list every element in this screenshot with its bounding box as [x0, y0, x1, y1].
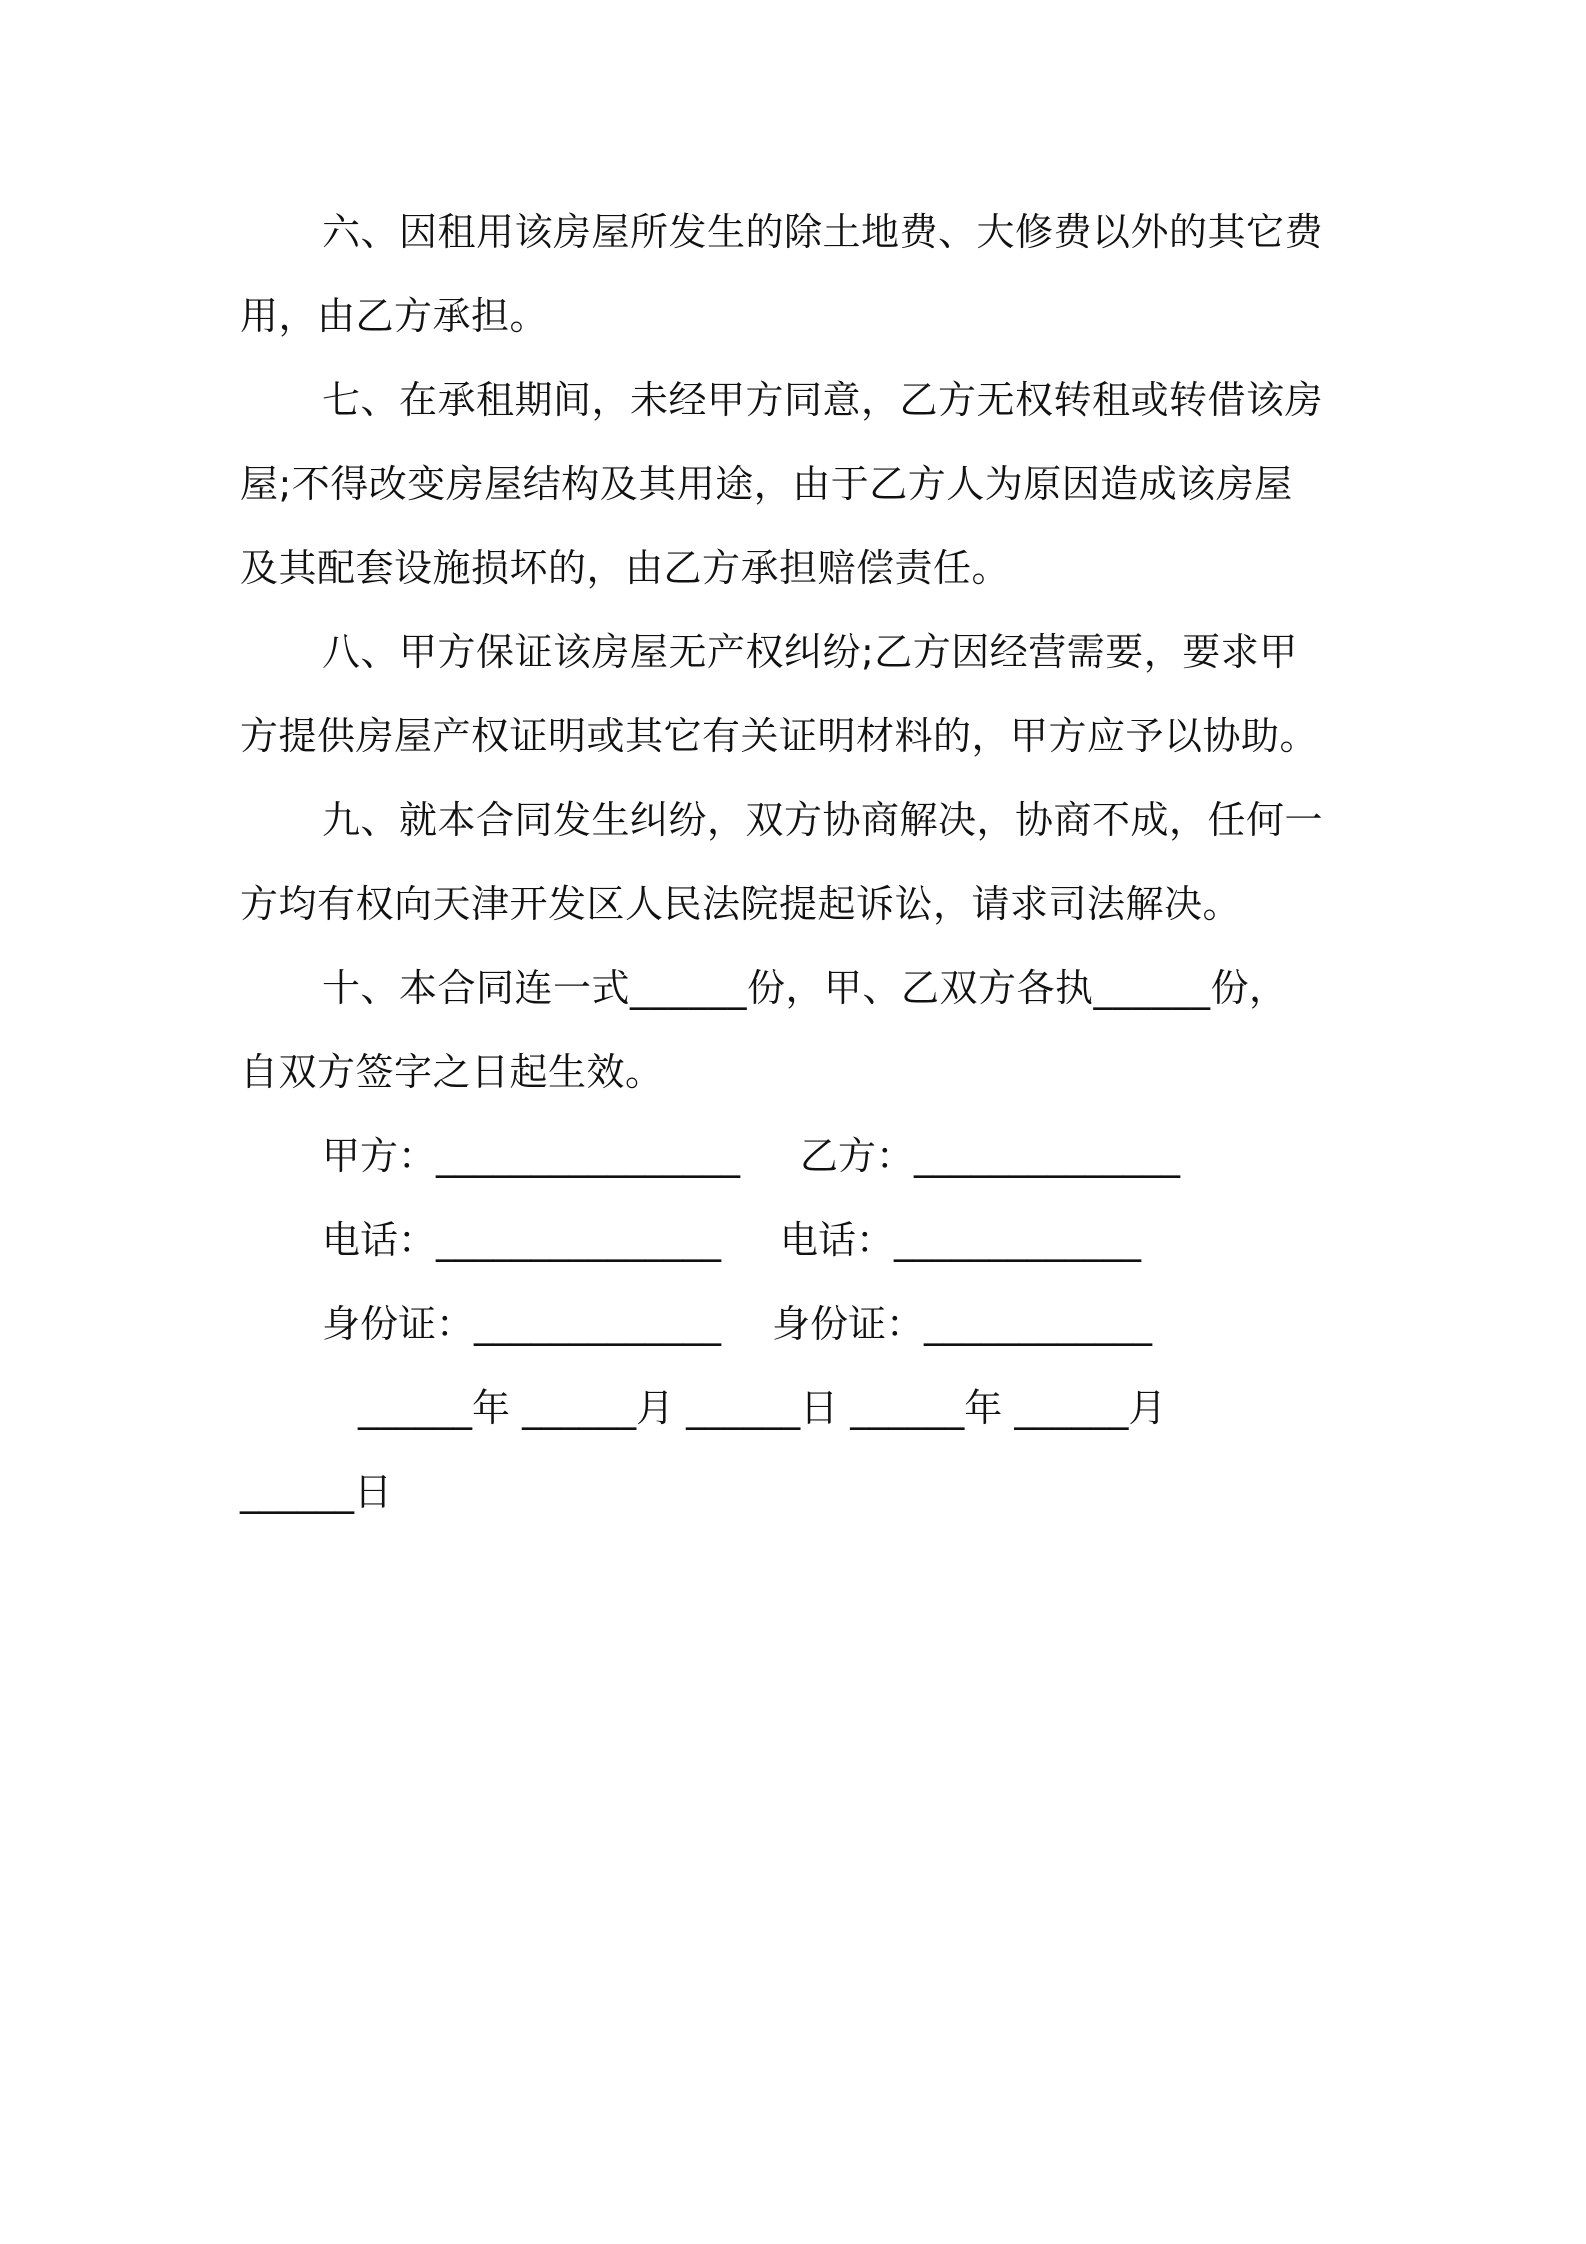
phone-b-field: 电话：_____________: [780, 1218, 1142, 1262]
clause-8-line-1: 八、甲方保证该房屋无产权纠纷;乙方因经营需要，要求甲: [322, 630, 1298, 674]
clause-6-line-1: 六、因租用该房屋所发生的除土地费、大修费以外的其它费: [322, 210, 1324, 254]
clause-6-line-2: 用，由乙方承担。: [240, 294, 549, 338]
clause-10-line-2: 自双方签字之日起生效。: [240, 1050, 664, 1094]
clause-9-line-2: 方均有权向天津开发区人民法院提起诉讼，请求司法解决。: [240, 882, 1242, 926]
clause-8-line-2: 方提供房屋产权证明或其它有关证明材料的，甲方应予以协助。: [240, 714, 1319, 758]
date-line-2: ______日: [240, 1470, 393, 1514]
party-a-field: 甲方：________________: [322, 1134, 741, 1178]
phone-a-field: 电话：_______________: [322, 1218, 722, 1262]
clause-9-line-1: 九、就本合同发生纠纷，双方协商解决，协商不成，任何一: [322, 798, 1324, 842]
clause-7-line-1: 七、在承租期间，未经甲方同意，乙方无权转租或转借该房: [322, 378, 1324, 422]
clause-7-line-2: 屋;不得改变房屋结构及其用途，由于乙方人为原因造成该房屋: [240, 462, 1293, 506]
clause-7-line-3: 及其配套设施损坏的，由乙方承担赔偿责任。: [240, 546, 1011, 590]
clause-10-line-1: 十、本合同连一式______份，甲、乙双方各执______份，: [322, 966, 1288, 1010]
id-b-field: 身份证：____________: [772, 1302, 1153, 1346]
party-b-field: 乙方：______________: [800, 1134, 1181, 1178]
date-line-1: ______年 ______月 ______日 ______年 ______月: [358, 1386, 1167, 1430]
id-a-field: 身份证：_____________: [322, 1302, 722, 1346]
